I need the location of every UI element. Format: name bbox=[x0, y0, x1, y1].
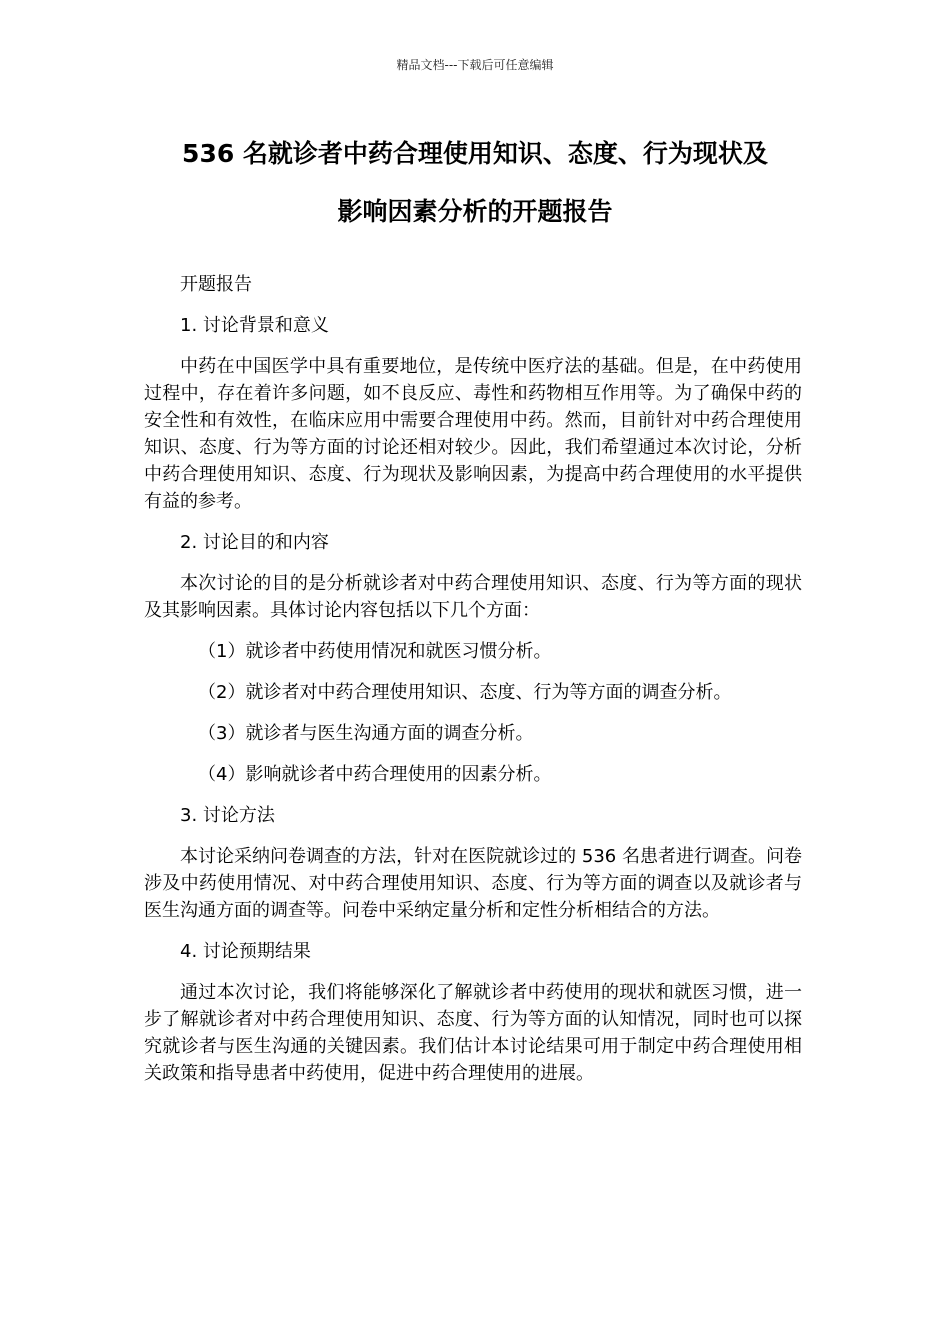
section-2-list-item: （3）就诊者与医生沟通方面的调查分析。 bbox=[198, 723, 534, 744]
section-2-list-item: （4）影响就诊者中药合理使用的因素分析。 bbox=[198, 764, 552, 785]
section-2-list-item: （2）就诊者对中药合理使用知识、态度、行为等方面的调查分析。 bbox=[198, 682, 732, 703]
section-1-heading: 1. 讨论背景和意义 bbox=[180, 315, 329, 336]
section-2-heading: 2. 讨论目的和内容 bbox=[180, 532, 329, 553]
section-3-heading: 3. 讨论方法 bbox=[180, 805, 275, 826]
section-2-list-item: （1）就诊者中药使用情况和就医习惯分析。 bbox=[198, 641, 552, 662]
document-body bbox=[144, 271, 802, 1101]
document-title-line-1: 536 名就诊者中药合理使用知识、态度、行为现状及 bbox=[182, 139, 768, 168]
page-header-note: 精品文档---下载后可任意编辑 bbox=[396, 58, 554, 72]
document-title-line-2: 影响因素分析的开题报告 bbox=[337, 197, 613, 226]
section-4-heading: 4. 讨论预期结果 bbox=[180, 941, 311, 962]
section-2-paragraph: 本次讨论的目的是分析就诊者对中药合理使用知识、态度、行为等方面的现状及其影响因素。具体讨论内容包括以下几个方面： bbox=[144, 573, 802, 621]
section-4-paragraph: 通过本次讨论，我们将能够深化了解就诊者中药使用的现状和就医习惯，进一步了解就诊者对中药合理使用知识、态度、行为等方面的认知情况，同时也可以探究就诊者与医生沟通的关键因素。我们估计本讨论结果可用于制定中药合理使用相关政策和指导患者中药使用，促进中药合理使用的进展。 bbox=[144, 982, 802, 1084]
section-3-paragraph: 本讨论采纳问卷调查的方法，针对在医院就诊过的 536 名患者进行调查。问卷涉及中药使用情况、对中药合理使用知识、态度、行为等方面的调查以及就诊者与医生沟通方面的调查等。问卷中采纳定量分析和定性分析相结合的方法。 bbox=[144, 846, 802, 921]
section-label: 开题报告 bbox=[180, 274, 252, 295]
section-1-paragraph: 中药在中国医学中具有重要地位，是传统中医疗法的基础。但是，在中药使用过程中，存在着许多问题，如不良反应、毒性和药物相互作用等。为了确保中药的安全性和有效性，在临床应用中需要合理使用中药。然而，目前针对中药合理使用知识、态度、行为等方面的讨论还相对较少。因此，我们希望通过本次讨论，分析中药合理使用知识、态度、行为现状及影响因素，为提高中药合理使用的水平提供有益的参考。 bbox=[144, 356, 802, 512]
